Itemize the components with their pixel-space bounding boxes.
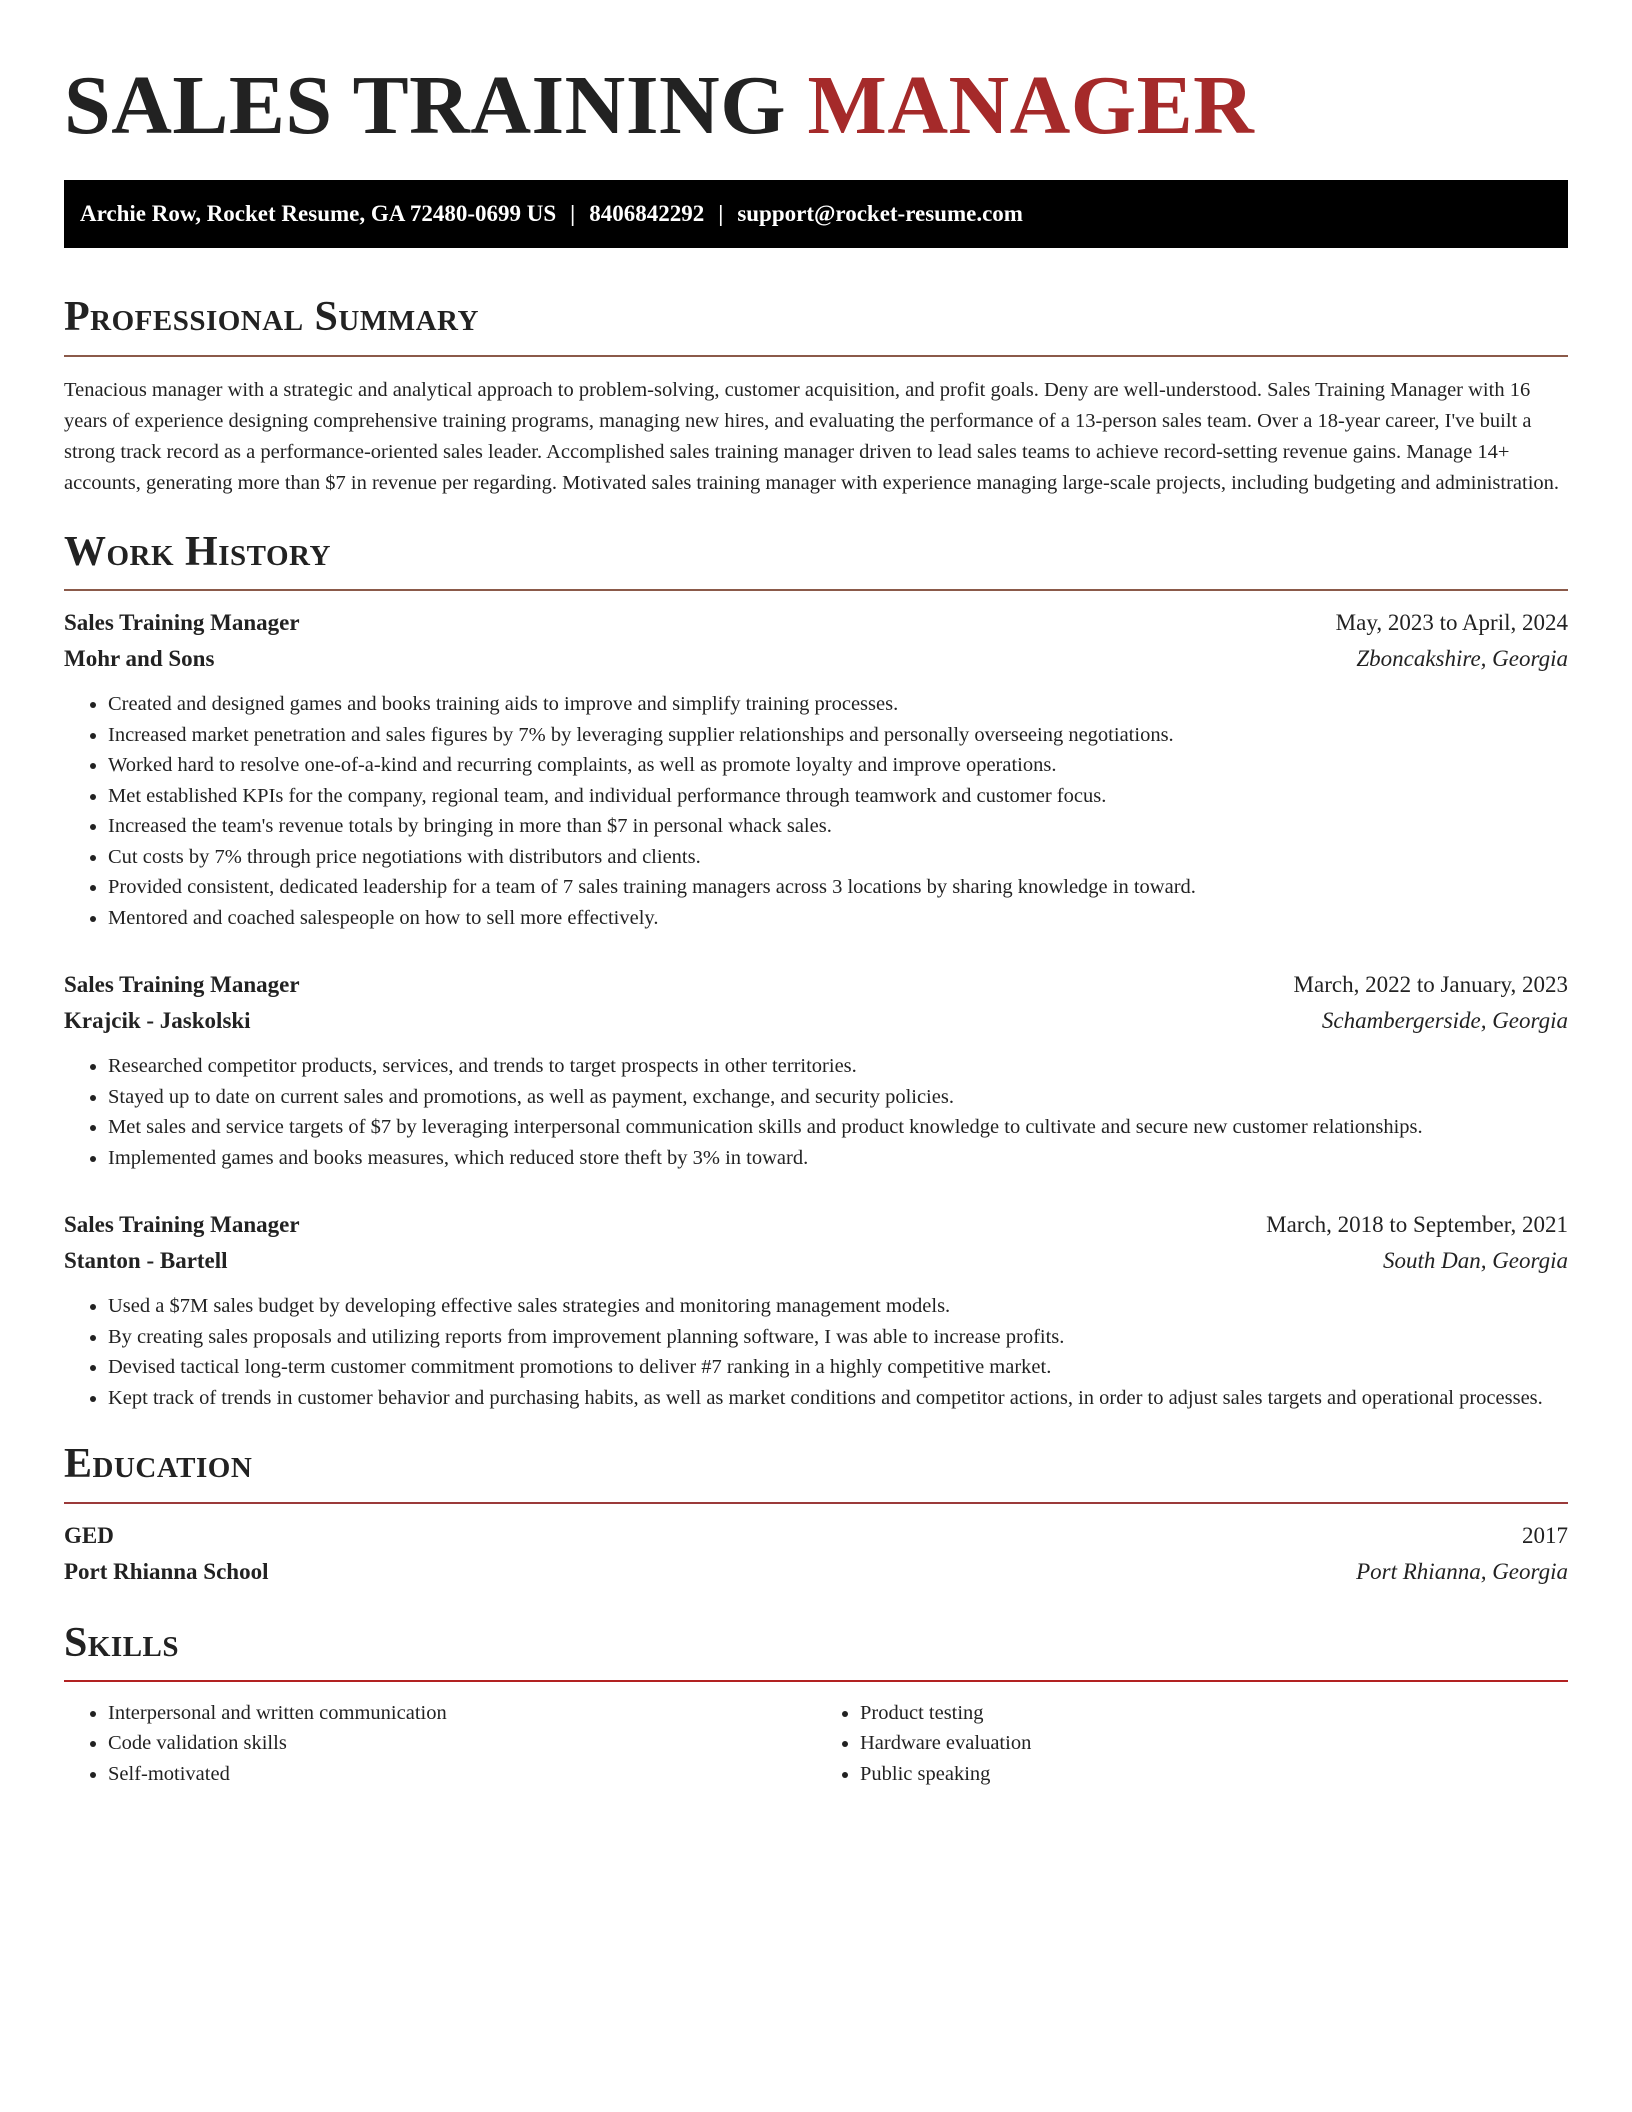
job-bullets	[64, 1291, 1568, 1413]
education-heading: Education	[64, 1441, 253, 1488]
skills-list-right	[816, 1698, 1568, 1790]
job-dates: March, 2018 to September, 2021	[1266, 1212, 1568, 1238]
list-item: • Met sales and service targets of $7 by leveraging interpersonal communication skills and product knowledge to cultivate and secure new customer relationships.	[108, 1112, 1568, 1143]
job-company-row	[64, 1243, 1568, 1279]
list-item: • By creating sales proposals and utilizing reports from improvement planning software, I was able to increase profits.	[108, 1322, 1568, 1353]
education-location: Port Rhianna, Georgia	[1356, 1558, 1568, 1584]
list-item: • Met established KPIs for the company, regional team, and individual performance through teamwork and customer focus.	[108, 781, 1568, 812]
list-item: • Public speaking	[860, 1759, 1568, 1790]
work-heading: Work History	[64, 528, 331, 575]
list-item: • Implemented games and books measures, which reduced store theft by 3% in toward.	[108, 1143, 1568, 1174]
skills-section	[64, 1618, 1568, 1790]
education-degree-row	[64, 1518, 1568, 1554]
job-title: Sales Training Manager	[64, 610, 300, 636]
page-title	[64, 60, 1568, 152]
job-entry	[64, 605, 1568, 933]
job-dates: May, 2023 to April, 2024	[1335, 610, 1568, 636]
summary-heading: Professional Summary	[64, 294, 479, 341]
job-company-row	[64, 641, 1568, 677]
contact-phone: 8406842292	[589, 201, 705, 227]
contact-email: support@rocket-resume.com	[737, 201, 1023, 227]
job-company: Mohr and Sons	[64, 646, 215, 672]
list-item: • Kept track of trends in customer behavior and purchasing habits, as well as market conditions and competitor actions, in order to adjust sales targets and operational processes.	[108, 1383, 1568, 1414]
list-item: • Stayed up to date on current sales and promotions, as well as payment, exchange, and security policies.	[108, 1082, 1568, 1113]
job-title: Sales Training Manager	[64, 1212, 300, 1238]
list-item: • Cut costs by 7% through price negotiations with distributors and clients.	[108, 842, 1568, 873]
list-item: • Product testing	[860, 1698, 1568, 1729]
skills-columns	[64, 1698, 1568, 1790]
job-company: Krajcik - Jaskolski	[64, 1008, 251, 1034]
job-title-row	[64, 1207, 1568, 1243]
education-school: Port Rhianna School	[64, 1558, 269, 1584]
list-item: • Self-motivated	[108, 1759, 816, 1790]
list-item: • Mentored and coached salespeople on how to sell more effectively.	[108, 903, 1568, 934]
job-title: Sales Training Manager	[64, 972, 300, 998]
job-entry	[64, 1207, 1568, 1413]
education-year: 2017	[1522, 1522, 1568, 1548]
job-entry	[64, 967, 1568, 1173]
contact-address: Archie Row, Rocket Resume, GA 72480-0699 US	[80, 201, 557, 227]
summary-rule	[64, 355, 1568, 357]
job-location: Schambergerside, Georgia	[1321, 1008, 1568, 1034]
skills-list-left	[64, 1698, 816, 1790]
list-item: • Used a $7M sales budget by developing effective sales strategies and monitoring management models.	[108, 1291, 1568, 1322]
job-title-row	[64, 967, 1568, 1003]
job-dates: March, 2022 to January, 2023	[1293, 972, 1568, 998]
list-item: • Increased market penetration and sales figures by 7% by leveraging supplier relationships and personally overseeing negotiations.	[108, 720, 1568, 751]
education-school-row	[64, 1554, 1568, 1590]
job-company: Stanton - Bartell	[64, 1248, 228, 1274]
list-item: • Provided consistent, dedicated leadership for a team of 7 sales training managers across 3 locations by sharing knowledge in toward.	[108, 872, 1568, 903]
title-main: SALES TRAINING	[64, 59, 787, 152]
list-item: • Increased the team's revenue totals by bringing in more than $7 in personal whack sales.	[108, 811, 1568, 842]
contact-separator: |	[718, 201, 724, 227]
list-item: • Devised tactical long-term customer commitment promotions to deliver #7 ranking in a highly competitive market.	[108, 1352, 1568, 1383]
job-bullets	[64, 689, 1568, 933]
education-degree: GED	[64, 1522, 114, 1548]
job-company-row	[64, 1003, 1568, 1039]
contact-bar	[64, 180, 1568, 248]
list-item: • Hardware evaluation	[860, 1728, 1568, 1759]
list-item: • Worked hard to resolve one-of-a-kind and recurring complaints, as well as promote loyalty and improve operations.	[108, 750, 1568, 781]
list-item: • Interpersonal and written communication	[108, 1698, 816, 1729]
title-accent: MANAGER	[807, 59, 1255, 152]
job-location: Zboncakshire, Georgia	[1356, 646, 1568, 672]
contact-separator: |	[570, 201, 576, 227]
job-location: South Dan, Georgia	[1382, 1248, 1568, 1274]
summary-text: Tenacious manager with a strategic and analytical approach to problem-solving, customer acquisition, and profit goals. Deny are well-understood. Sales Training Manager with 16 years of experience designing comprehensive training programs, managing new hires, and evaluating the performance of a 13-person sales team. Over a 18-year career, I've built a strong track record as a performance-oriented sales leader. Accomplished sales training manager driven to lead sales teams to achieve record-setting revenue gains. Manage 14+ accounts, generating more than $7 in revenue per regarding. Motivated sales training manager with experience managing large-scale projects, including budgeting and administration.	[64, 378, 1560, 494]
skills-rule	[64, 1680, 1568, 1682]
summary-section	[64, 292, 1568, 498]
job-title-row	[64, 605, 1568, 641]
list-item: • Researched competitor products, services, and trends to target prospects in other territories.	[108, 1051, 1568, 1082]
list-item: • Created and designed games and books training aids to improve and simplify training processes.	[108, 689, 1568, 720]
job-bullets	[64, 1051, 1568, 1173]
work-rule	[64, 589, 1568, 591]
skills-heading: Skills	[64, 1619, 180, 1666]
work-section	[64, 527, 1568, 1413]
list-item: • Code validation skills	[108, 1728, 816, 1759]
education-section	[64, 1439, 1568, 1589]
education-rule	[64, 1502, 1568, 1504]
